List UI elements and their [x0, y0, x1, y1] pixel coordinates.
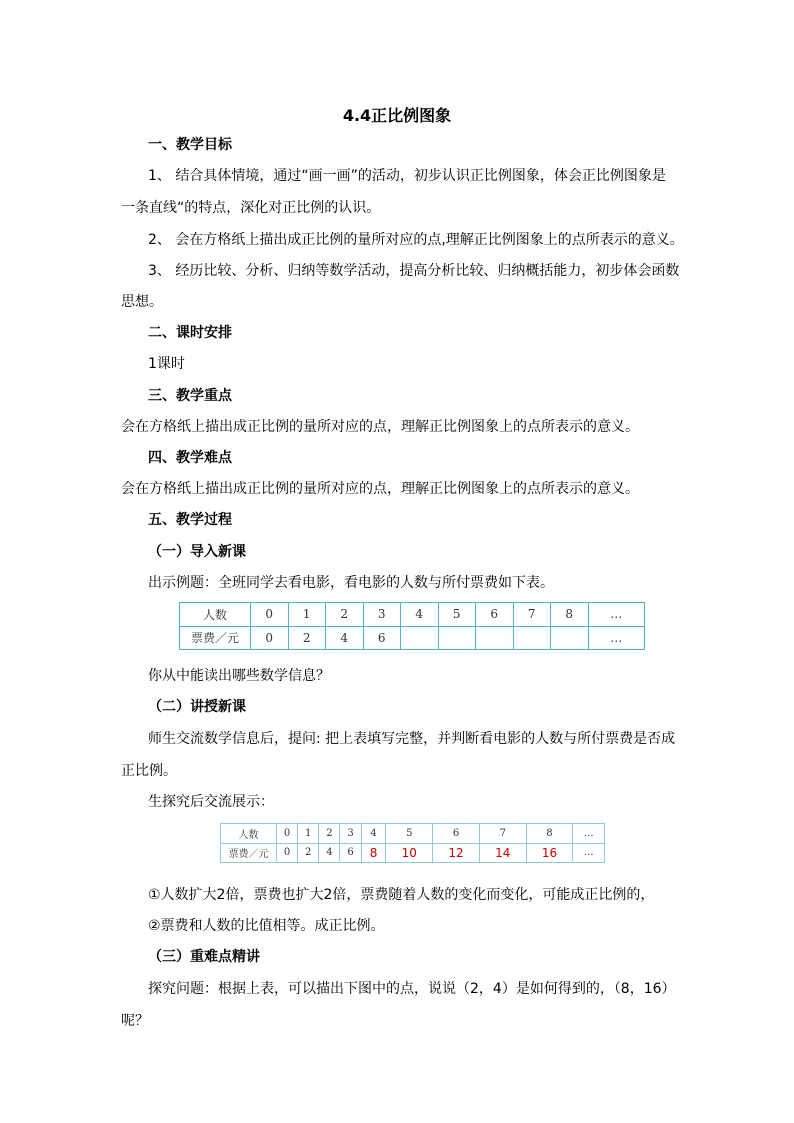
table-cell: 3	[363, 603, 401, 627]
table-cell: 0	[251, 603, 289, 627]
table-cell: 5	[386, 824, 433, 844]
goal-1-line-2: 一条直线“的特点，深化对正比例的认识。	[121, 200, 381, 216]
table-cell: 1	[288, 603, 326, 627]
table-cell	[551, 626, 589, 650]
table-cell: 1	[298, 824, 319, 844]
ticket-table-complete	[220, 823, 605, 863]
table-cell: 0	[277, 824, 298, 844]
goal-3-line-2: 思想。	[121, 294, 163, 310]
explore-question-line-2: 呢？	[121, 1013, 149, 1029]
observation-1: ①人数扩大2倍，票费也扩大2倍，票费随着人数的变化而变化，可能成正比例的，	[148, 887, 655, 903]
table-cell: 人数	[180, 603, 251, 627]
table-cell: 2	[326, 603, 364, 627]
section-heading-difficulties: 四、教学难点	[148, 450, 232, 466]
table-cell: 2	[298, 843, 319, 863]
table-cell-filled: 12	[433, 843, 480, 863]
intro-question: 你从中能读出哪些数学信息？	[148, 668, 330, 684]
table-cell: 2	[319, 824, 340, 844]
table-cell: 8	[526, 824, 573, 844]
table-cell: 8	[551, 603, 589, 627]
observation-2: ②票费和人数的比值相等。成正比例。	[148, 918, 385, 934]
table-cell-filled: 10	[386, 843, 433, 863]
table-cell: 0	[277, 843, 298, 863]
table-cell: 0	[251, 626, 289, 650]
new-lesson-line-3: 生探究后交流展示：	[148, 794, 274, 810]
section-heading-key-points: 三、教学重点	[148, 388, 232, 404]
table-cell: 7	[479, 824, 526, 844]
table-cell: 4	[326, 626, 364, 650]
subsection-heading-key-explanation: （三）重难点精讲	[148, 949, 260, 965]
document-title: 4.4正比例图象	[342, 106, 452, 125]
goal-2: 2、 会在方格纸上描出成正比例的量所对应的点,理解正比例图象上的点所表示的意义。	[148, 232, 684, 248]
table-row	[221, 824, 605, 844]
table-cell: …	[588, 626, 645, 650]
table-cell: …	[573, 824, 605, 844]
goal-1-line-1: 1、 结合具体情境，通过“画一画”的活动，初步认识正比例图象，体会正比例图象是	[148, 168, 666, 184]
table-cell: 票费／元	[221, 843, 277, 863]
table-cell: 6	[363, 626, 401, 650]
schedule-text: 1课时	[148, 356, 185, 372]
table-cell-filled: 14	[479, 843, 526, 863]
table-cell: 4	[361, 824, 386, 844]
table-cell: 6	[340, 843, 361, 863]
new-lesson-line-2: 正比例。	[121, 763, 177, 779]
intro-text: 出示例题：全班同学去看电影，看电影的人数与所付票费如下表。	[148, 575, 554, 591]
new-lesson-line-1: 师生交流数学信息后，提问: 把上表填写完整，并判断看电影的人数与所付票费是否成	[148, 731, 676, 747]
table-cell: 6	[476, 603, 514, 627]
table-cell: 4	[401, 603, 439, 627]
table-cell: 2	[288, 626, 326, 650]
table-cell: 6	[433, 824, 480, 844]
table-cell: …	[573, 843, 605, 863]
table-cell: 票费／元	[180, 626, 251, 650]
table-row	[221, 843, 605, 863]
explore-question-line-1: 探究问题：根据上表，可以描出下图中的点，说说（2，4）是如何得到的，（8，16）	[148, 981, 676, 997]
goal-3-line-1: 3、 经历比较、分析、归纳等数学活动，提高分析比较、归纳概括能力，初步体会函数	[148, 263, 680, 279]
table-cell-filled: 16	[526, 843, 573, 863]
subsection-heading-intro: （一）导入新课	[148, 544, 246, 560]
table-cell: 7	[513, 603, 551, 627]
ticket-table-incomplete	[179, 602, 645, 650]
table-cell	[438, 626, 476, 650]
table-cell: 人数	[221, 824, 277, 844]
section-heading-process: 五、教学过程	[148, 512, 232, 528]
difficulties-text: 会在方格纸上描出成正比例的量所对应的点，理解正比例图象上的点所表示的意义。	[121, 481, 639, 497]
table-cell	[513, 626, 551, 650]
table-cell: 3	[340, 824, 361, 844]
section-heading-goals: 一、教学目标	[148, 137, 232, 153]
table-row	[180, 626, 645, 650]
table-cell	[476, 626, 514, 650]
table-cell: 4	[319, 843, 340, 863]
subsection-heading-new-lesson: （二）讲授新课	[148, 699, 246, 715]
table-cell: 5	[438, 603, 476, 627]
section-heading-schedule: 二、课时安排	[148, 325, 232, 341]
key-points-text: 会在方格纸上描出成正比例的量所对应的点，理解正比例图象上的点所表示的意义。	[121, 419, 639, 435]
table-row	[180, 603, 645, 627]
table-cell: …	[588, 603, 645, 627]
table-cell-filled: 8	[361, 843, 386, 863]
table-cell	[401, 626, 439, 650]
